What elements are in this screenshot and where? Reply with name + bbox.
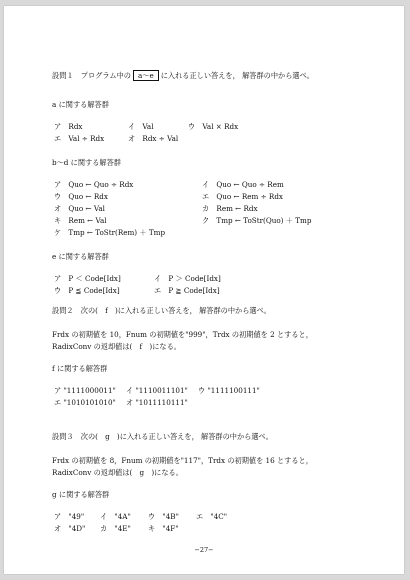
- option-e-4: エ P ≧ Code[Idx]: [154, 286, 220, 295]
- option-a-1: ア Rdx: [54, 122, 83, 131]
- option-a-5: オ Rdx ÷ Val: [128, 134, 179, 143]
- section-bd-heading: b〜d に関する解答群: [52, 158, 121, 167]
- section-e-heading: e に関する解答群: [52, 252, 109, 261]
- option-g-4: エ "4C": [196, 512, 228, 521]
- option-a-2: イ Val: [128, 122, 154, 131]
- question-1-prefix: 設問１ プログラム中の: [52, 71, 131, 80]
- document-page: [4, 6, 404, 574]
- option-g-3: ウ "4B": [148, 512, 179, 521]
- page-number: −27−: [194, 546, 214, 554]
- question-2-body-line-1: Frdx の初期値を 10，Fnum の初期値を"999"，Trdx の初期値を 2 とすると，: [52, 330, 313, 339]
- option-bd-8: ク Tmp ← ToStr(Quo) ＋ Tmp: [202, 216, 312, 225]
- option-g-7: キ "4F": [148, 524, 179, 533]
- option-f-2: イ "1110011101": [126, 386, 188, 395]
- option-bd-4: エ Quo ← Rem ÷ Rdx: [202, 192, 283, 201]
- option-e-3: ウ P ≦ Code[Idx]: [54, 286, 120, 295]
- option-g-2: イ "4A": [100, 512, 131, 521]
- question-3-body-line-1: Frdx の初期値を 8，Fnum の初期値を"117"，Trdx の初期値を 16 とすると，: [52, 456, 313, 465]
- option-g-1: ア "49": [54, 512, 85, 521]
- section-g-heading: g に関する解答群: [52, 490, 110, 499]
- option-e-1: ア P ＜ Code[Idx]: [54, 274, 121, 283]
- option-bd-6: カ Rem ← Rdx: [202, 204, 258, 213]
- section-a-heading: a に関する解答群: [52, 100, 109, 109]
- section-f-heading: f に関する解答群: [52, 364, 108, 373]
- option-a-4: エ Val ÷ Rdx: [54, 134, 105, 143]
- question-2-body-line-2: RadixConv の返却値は( f )になる。: [52, 342, 181, 351]
- option-f-3: ウ "1111100111": [198, 386, 260, 395]
- option-bd-5: オ Quo ← Val: [54, 204, 105, 213]
- option-g-6: カ "4E": [100, 524, 131, 533]
- question-1-suffix: に入れる正しい答えを， 解答群の中から選べ。: [160, 71, 314, 80]
- option-e-2: イ P ＞ Code[Idx]: [154, 274, 221, 283]
- option-bd-2: イ Quo ← Quo ÷ Rem: [202, 180, 284, 189]
- question-3-body-line-2: RadixConv の返却値は( g )になる。: [52, 468, 183, 477]
- option-bd-1: ア Quo ← Quo ÷ Rdx: [54, 180, 134, 189]
- option-f-5: オ "1011110111": [126, 398, 188, 407]
- option-a-3: ウ Val × Rdx: [188, 122, 239, 131]
- question-3-title: 設問３ 次の( g )に入れる正しい答えを， 解答群の中から選べ。: [52, 432, 273, 441]
- question-2-title: 設問２ 次の( f )に入れる正しい答えを， 解答群の中から選べ。: [52, 306, 271, 315]
- option-g-5: オ "4D": [54, 524, 86, 533]
- answer-range-box: a〜e: [133, 70, 159, 81]
- option-f-4: エ "1010101010": [54, 398, 116, 407]
- option-bd-7: キ Rem ← Val: [54, 216, 107, 225]
- question-1-title: [52, 70, 314, 81]
- option-bd-3: ウ Quo ← Rdx: [54, 192, 108, 201]
- option-bd-9: ケ Tmp ← ToStr(Rem) ＋ Tmp: [54, 228, 166, 237]
- option-f-1: ア "1111000011": [54, 386, 116, 395]
